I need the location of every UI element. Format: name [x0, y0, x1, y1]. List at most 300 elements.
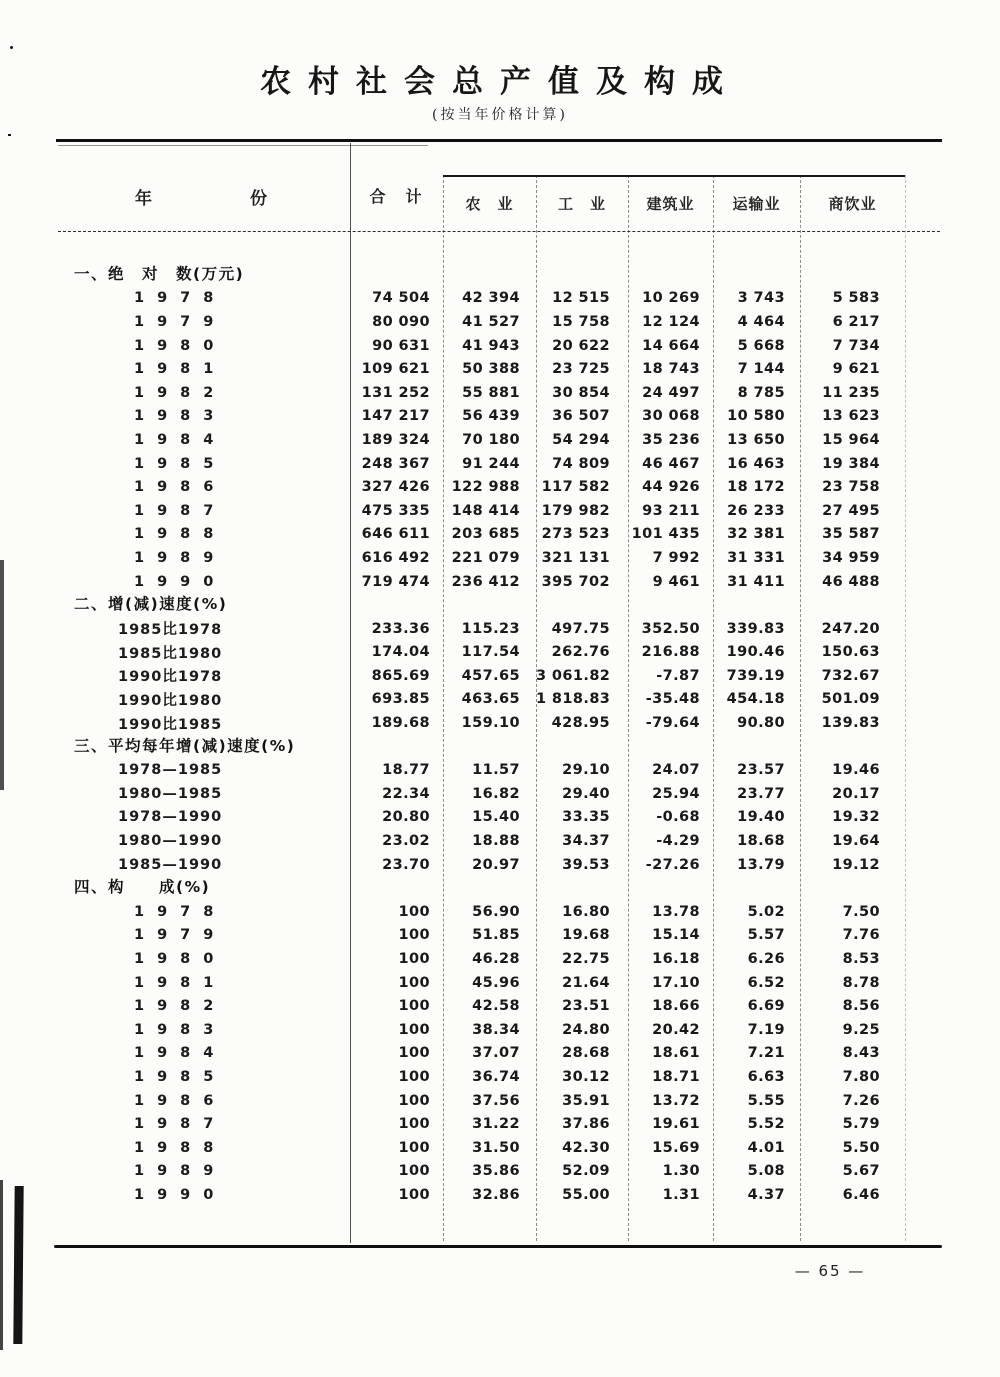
cell-industry: 29.10 — [562, 762, 610, 779]
row-label: 1985—1990 — [118, 856, 223, 873]
row-label: 1982 — [134, 998, 227, 1015]
cell-transport: 190.46 — [726, 644, 785, 661]
table-row — [58, 688, 940, 712]
cell-industry: 55.00 — [562, 1186, 610, 1203]
cell-construction: 7 992 — [652, 549, 700, 566]
cell-industry: 42.30 — [562, 1139, 610, 1156]
table-row — [58, 405, 940, 429]
row-label: 1980—1990 — [118, 833, 223, 850]
row-label: 1985 — [134, 1068, 227, 1085]
row-label: 1987 — [134, 502, 227, 519]
cell-agriculture: 37.56 — [472, 1092, 520, 1109]
row-label: 1983 — [134, 1021, 227, 1038]
cell-transport: 3 743 — [737, 290, 785, 307]
cell-agriculture: 20.97 — [472, 856, 520, 873]
cell-construction: 1.30 — [662, 1163, 700, 1180]
cell-agriculture: 56.90 — [472, 903, 520, 920]
cell-industry: 30 854 — [552, 384, 610, 401]
table-row — [58, 381, 940, 405]
cell-industry: 20 622 — [552, 337, 610, 354]
scan-artifact — [10, 46, 13, 49]
cell-total: 100 — [398, 1139, 430, 1156]
row-label: 1985 — [134, 455, 227, 472]
column-header-year: 年 份 — [135, 189, 273, 209]
cell-total: 74 504 — [372, 290, 430, 307]
table-row — [58, 782, 940, 806]
cell-industry: 29.40 — [562, 785, 610, 802]
section-heading — [58, 735, 940, 759]
cell-agriculture: 41 527 — [462, 313, 520, 330]
cell-transport: 6.26 — [747, 951, 785, 968]
cell-commerce: 27 495 — [822, 502, 880, 519]
cell-total: 693.85 — [371, 691, 430, 708]
row-label: 1982 — [134, 384, 227, 401]
table-row — [58, 994, 940, 1018]
row-label: 1980—1985 — [118, 785, 223, 802]
cell-transport: 339.83 — [726, 620, 785, 637]
cell-agriculture: 46.28 — [472, 951, 520, 968]
table-row — [58, 1018, 940, 1042]
cell-industry: 28.68 — [562, 1045, 610, 1062]
table-top-rule — [56, 139, 942, 142]
cell-total: 475 335 — [361, 502, 430, 519]
cell-commerce: 8.53 — [842, 951, 880, 968]
cell-industry: 39.53 — [562, 856, 610, 873]
cell-agriculture: 463.65 — [461, 691, 520, 708]
cell-agriculture: 50 388 — [462, 361, 520, 378]
cell-commerce: 8.43 — [842, 1045, 880, 1062]
row-label: 1990 — [134, 1186, 227, 1203]
cell-transport: 6.63 — [747, 1068, 785, 1085]
cell-commerce: 7.80 — [842, 1068, 880, 1085]
row-label: 1978 — [134, 903, 227, 920]
cell-construction: -27.26 — [645, 856, 700, 873]
row-label: 1990比1985 — [118, 716, 223, 733]
cell-construction: -4.29 — [656, 833, 700, 850]
cell-total: 327 426 — [361, 479, 430, 496]
row-label: 1987 — [134, 1116, 227, 1133]
row-label: 1978—1985 — [118, 762, 223, 779]
cell-construction: 18.71 — [652, 1068, 700, 1085]
cell-agriculture: 457.65 — [461, 667, 520, 684]
cell-commerce: 501.09 — [821, 691, 880, 708]
cell-total: 22.34 — [382, 785, 430, 802]
table-body — [58, 263, 940, 1207]
cell-industry: 19.68 — [562, 927, 610, 944]
cell-agriculture: 37.07 — [472, 1045, 520, 1062]
cell-transport: 18.68 — [737, 833, 785, 850]
cell-total: 131 252 — [361, 384, 430, 401]
table-row — [58, 853, 940, 877]
table-row — [58, 664, 940, 688]
cell-total: 865.69 — [371, 667, 430, 684]
cell-construction: 216.88 — [641, 644, 700, 661]
cell-transport: 5 668 — [737, 337, 785, 354]
cell-total: 23.70 — [382, 856, 430, 873]
cell-total: 20.80 — [382, 809, 430, 826]
cell-agriculture: 236 412 — [451, 573, 520, 590]
cell-industry: 52.09 — [562, 1163, 610, 1180]
cell-transport: 5.55 — [747, 1092, 785, 1109]
table-row — [58, 947, 940, 971]
cell-total: 174.04 — [371, 644, 430, 661]
column-header-industry: 工 业 — [557, 194, 606, 213]
table-row — [58, 1160, 940, 1184]
cell-industry: 54 294 — [552, 431, 610, 448]
table-row — [58, 546, 940, 570]
cell-agriculture: 42.58 — [472, 998, 520, 1015]
table-row — [58, 499, 940, 523]
cell-transport: 4.01 — [747, 1139, 785, 1156]
cell-agriculture: 55 881 — [462, 384, 520, 401]
row-label: 1988 — [134, 526, 227, 543]
cell-industry: 37.86 — [562, 1116, 610, 1133]
cell-commerce: 5.67 — [842, 1163, 880, 1180]
cell-commerce: 8.78 — [842, 974, 880, 991]
cell-construction: 44 926 — [642, 479, 700, 496]
table-bottom-rule — [54, 1245, 942, 1248]
cell-construction: 10 269 — [642, 290, 700, 307]
cell-industry: 33.35 — [562, 809, 610, 826]
cell-commerce: 34 959 — [822, 549, 880, 566]
cell-total: 100 — [398, 1068, 430, 1085]
row-label: 1985比1978 — [118, 622, 223, 639]
cell-transport: 13.79 — [737, 856, 785, 873]
cell-construction: 19.61 — [652, 1116, 700, 1133]
cell-industry: 15 758 — [552, 313, 610, 330]
cell-agriculture: 16.82 — [472, 785, 520, 802]
cell-commerce: 15 964 — [822, 431, 880, 448]
row-label: 1981 — [134, 361, 227, 378]
row-label: 1983 — [134, 408, 227, 425]
cell-construction: 15.14 — [652, 927, 700, 944]
cell-commerce: 8.56 — [842, 998, 880, 1015]
cell-agriculture: 56 439 — [462, 408, 520, 425]
row-label: 1986 — [134, 1092, 227, 1109]
cell-commerce: 247.20 — [821, 620, 880, 637]
cell-commerce: 6.46 — [842, 1186, 880, 1203]
cell-total: 100 — [398, 1186, 430, 1203]
table-row — [58, 287, 940, 311]
cell-industry: 179 982 — [541, 502, 610, 519]
cell-commerce: 19.46 — [832, 762, 880, 779]
scan-artifact — [13, 1186, 23, 1344]
cell-commerce: 5.50 — [842, 1139, 880, 1156]
cell-industry: 23.51 — [562, 998, 610, 1015]
scan-artifact — [8, 134, 11, 136]
cell-commerce: 35 587 — [822, 526, 880, 543]
row-label: 1986 — [134, 479, 227, 496]
cell-total: 80 090 — [372, 313, 430, 330]
table-top-rule-echo — [58, 145, 428, 146]
cell-industry: 1 818.83 — [536, 691, 611, 708]
cell-construction: 20.42 — [652, 1021, 700, 1038]
cell-transport: 454.18 — [726, 691, 785, 708]
table-header — [443, 175, 905, 231]
scan-artifact — [0, 1180, 3, 1350]
cell-total: 23.02 — [382, 833, 430, 850]
row-label: 1990 — [134, 573, 227, 590]
cell-industry: 74 809 — [552, 455, 610, 472]
cell-construction: 352.50 — [641, 620, 700, 637]
row-label: 1980 — [134, 951, 227, 968]
table-row — [58, 452, 940, 476]
cell-transport: 5.52 — [747, 1116, 785, 1133]
section-heading — [58, 876, 940, 900]
cell-industry: 428.95 — [551, 715, 610, 732]
cell-agriculture: 159.10 — [461, 715, 520, 732]
cell-transport: 31 331 — [727, 549, 785, 566]
cell-construction: 93 211 — [642, 502, 700, 519]
cell-industry: 35.91 — [562, 1092, 610, 1109]
cell-industry: 21.64 — [562, 974, 610, 991]
table-row — [58, 900, 940, 924]
column-header-total: 合 计 — [369, 187, 424, 206]
cell-transport: 4 464 — [737, 313, 785, 330]
cell-commerce: 20.17 — [832, 785, 880, 802]
cell-total: 719 474 — [361, 573, 430, 590]
cell-total: 248 367 — [361, 455, 430, 472]
row-label: 1978—1990 — [118, 809, 223, 826]
cell-commerce: 150.63 — [821, 644, 880, 661]
cell-transport: 31 411 — [727, 573, 785, 590]
section-heading — [58, 263, 940, 287]
cell-agriculture: 18.88 — [472, 833, 520, 850]
cell-agriculture: 51.85 — [472, 927, 520, 944]
cell-transport: 5.02 — [747, 903, 785, 920]
cell-commerce: 11 235 — [822, 384, 880, 401]
cell-construction: 101 435 — [631, 526, 700, 543]
cell-commerce: 7 734 — [832, 337, 880, 354]
cell-industry: 12 515 — [552, 290, 610, 307]
cell-construction: 24 497 — [642, 384, 700, 401]
table-row — [58, 1136, 940, 1160]
cell-transport: 5.08 — [747, 1163, 785, 1180]
row-label: 1981 — [134, 974, 227, 991]
cell-transport: 23.77 — [737, 785, 785, 802]
row-label: 1989 — [134, 549, 227, 566]
cell-total: 233.36 — [371, 620, 430, 637]
cell-construction: 18 743 — [642, 361, 700, 378]
page-title: 农村社会总产值及构成 — [260, 64, 740, 100]
cell-agriculture: 91 244 — [462, 455, 520, 472]
cell-construction: 30 068 — [642, 408, 700, 425]
cell-agriculture: 38.34 — [472, 1021, 520, 1038]
cell-total: 189 324 — [361, 431, 430, 448]
table-row — [58, 806, 940, 830]
cell-transport: 6.69 — [747, 998, 785, 1015]
cell-transport: 10 580 — [727, 408, 785, 425]
table-row — [58, 428, 940, 452]
table-row — [58, 570, 940, 594]
cell-construction: 35 236 — [642, 431, 700, 448]
cell-total: 18.77 — [382, 762, 430, 779]
cell-commerce: 9.25 — [842, 1021, 880, 1038]
cell-transport: 7 144 — [737, 361, 785, 378]
cell-commerce: 7.76 — [842, 927, 880, 944]
cell-agriculture: 35.86 — [472, 1163, 520, 1180]
table-row — [58, 523, 940, 547]
row-label: 1990比1978 — [118, 669, 223, 686]
row-label: 1979 — [134, 927, 227, 944]
cell-agriculture: 45.96 — [472, 974, 520, 991]
row-label: 1988 — [134, 1139, 227, 1156]
row-label: 1978 — [134, 290, 227, 307]
header-bottom-rule — [58, 231, 940, 232]
cell-total: 646 611 — [361, 526, 430, 543]
table-row — [58, 1183, 940, 1207]
table-row — [58, 1065, 940, 1089]
data-table — [58, 139, 940, 1251]
cell-total: 100 — [398, 1163, 430, 1180]
cell-commerce: 23 758 — [822, 479, 880, 496]
cell-agriculture: 36.74 — [472, 1068, 520, 1085]
cell-transport: 18 172 — [727, 479, 785, 496]
table-row — [58, 924, 940, 948]
cell-construction: 18.61 — [652, 1045, 700, 1062]
cell-agriculture: 32.86 — [472, 1186, 520, 1203]
cell-transport: 739.19 — [726, 667, 785, 684]
cell-industry: 273 523 — [541, 526, 610, 543]
cell-industry: 23 725 — [552, 361, 610, 378]
table-row — [58, 1042, 940, 1066]
cell-industry: 497.75 — [551, 620, 610, 637]
table-row — [58, 829, 940, 853]
cell-industry: 3 061.82 — [536, 667, 611, 684]
cell-construction: -0.68 — [656, 809, 700, 826]
cell-construction: -35.48 — [645, 691, 700, 708]
cell-agriculture: 31.22 — [472, 1116, 520, 1133]
table-row — [58, 711, 940, 735]
cell-agriculture: 11.57 — [472, 762, 520, 779]
cell-total: 147 217 — [361, 408, 430, 425]
cell-transport: 4.37 — [747, 1186, 785, 1203]
cell-commerce: 19.32 — [832, 809, 880, 826]
cell-commerce: 7.26 — [842, 1092, 880, 1109]
cell-industry: 117 582 — [541, 479, 610, 496]
cell-transport: 23.57 — [737, 762, 785, 779]
cell-agriculture: 31.50 — [472, 1139, 520, 1156]
cell-construction: 24.07 — [652, 762, 700, 779]
cell-commerce: 19.64 — [832, 833, 880, 850]
cell-commerce: 46 488 — [822, 573, 880, 590]
table-row — [58, 334, 940, 358]
cell-industry: 30.12 — [562, 1068, 610, 1085]
cell-total: 100 — [398, 1116, 430, 1133]
cell-construction: 46 467 — [642, 455, 700, 472]
cell-agriculture: 41 943 — [462, 337, 520, 354]
cell-construction: 13.72 — [652, 1092, 700, 1109]
cell-agriculture: 148 414 — [451, 502, 520, 519]
cell-total: 189.68 — [371, 715, 430, 732]
table-row — [58, 310, 940, 334]
cell-industry: 16.80 — [562, 903, 610, 920]
cell-total: 100 — [398, 903, 430, 920]
section-heading-label: 一、绝 对 数(万元) — [74, 265, 245, 283]
cell-commerce: 19 384 — [822, 455, 880, 472]
cell-transport: 8 785 — [737, 384, 785, 401]
cell-construction: 9 461 — [652, 573, 700, 590]
cell-transport: 7.21 — [747, 1045, 785, 1062]
cell-commerce: 19.12 — [832, 856, 880, 873]
cell-construction: 16.18 — [652, 951, 700, 968]
cell-total: 100 — [398, 1092, 430, 1109]
cell-construction: 12 124 — [642, 313, 700, 330]
cell-total: 109 621 — [361, 361, 430, 378]
cell-total: 100 — [398, 998, 430, 1015]
cell-transport: 26 233 — [727, 502, 785, 519]
cell-construction: -79.64 — [645, 715, 700, 732]
row-label: 1984 — [134, 431, 227, 448]
column-header-transport: 运输业 — [732, 194, 781, 213]
cell-total: 100 — [398, 927, 430, 944]
cell-industry: 395 702 — [541, 573, 610, 590]
cell-transport: 32 381 — [727, 526, 785, 543]
section-heading-label: 二、增(减)速度(%) — [74, 595, 228, 614]
table-row — [58, 1112, 940, 1136]
cell-construction: 17.10 — [652, 974, 700, 991]
cell-total: 100 — [398, 951, 430, 968]
cell-total: 100 — [398, 974, 430, 991]
cell-agriculture: 203 685 — [451, 526, 520, 543]
cell-construction: 15.69 — [652, 1139, 700, 1156]
table-row — [58, 617, 940, 641]
cell-agriculture: 115.23 — [461, 620, 520, 637]
row-label: 1980 — [134, 337, 227, 354]
row-label: 1979 — [134, 313, 227, 330]
cell-industry: 22.75 — [562, 951, 610, 968]
cell-industry: 262.76 — [551, 644, 610, 661]
page-number: — 65 — — [794, 1262, 866, 1280]
column-header-construction: 建筑业 — [646, 194, 695, 213]
cell-commerce: 139.83 — [821, 715, 880, 732]
cell-construction: 13.78 — [652, 903, 700, 920]
row-label: 1984 — [134, 1045, 227, 1062]
row-label: 1989 — [134, 1163, 227, 1180]
section-heading-label: 三、平均每年增(减)速度(%) — [74, 736, 296, 755]
cell-commerce: 9 621 — [832, 361, 880, 378]
table-row — [58, 758, 940, 782]
table-row — [58, 357, 940, 381]
cell-commerce: 13 623 — [822, 408, 880, 425]
cell-industry: 34.37 — [562, 833, 610, 850]
cell-agriculture: 221 079 — [451, 549, 520, 566]
cell-commerce: 5.79 — [842, 1116, 880, 1133]
cell-construction: 1.31 — [662, 1186, 700, 1203]
row-label: 1985比1980 — [118, 645, 223, 662]
section-heading-label: 四、构 成(%) — [74, 878, 211, 897]
cell-construction: 18.66 — [652, 998, 700, 1015]
cell-transport: 6.52 — [747, 974, 785, 991]
scan-artifact — [0, 560, 4, 790]
cell-commerce: 732.67 — [821, 667, 880, 684]
table-row — [58, 971, 940, 995]
table-row — [58, 475, 940, 499]
cell-total: 616 492 — [361, 549, 430, 566]
cell-transport: 16 463 — [727, 455, 785, 472]
cell-transport: 90.80 — [737, 715, 785, 732]
cell-construction: 14 664 — [642, 337, 700, 354]
cell-agriculture: 42 394 — [462, 290, 520, 307]
row-label: 1990比1980 — [118, 692, 223, 709]
cell-agriculture: 70 180 — [462, 431, 520, 448]
cell-commerce: 5 583 — [832, 290, 880, 307]
cell-construction: 25.94 — [652, 785, 700, 802]
cell-industry: 321 131 — [541, 549, 610, 566]
cell-construction: -7.87 — [656, 667, 700, 684]
table-row — [58, 1089, 940, 1113]
section-heading — [58, 593, 940, 617]
